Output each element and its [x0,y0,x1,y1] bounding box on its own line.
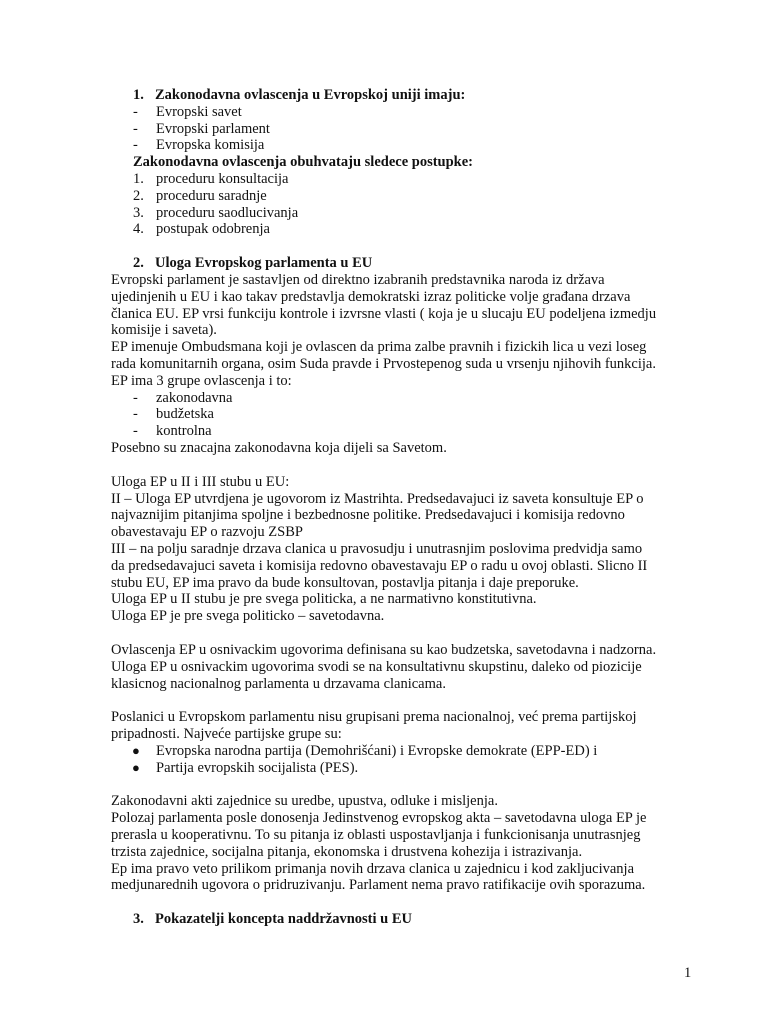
paragraph-line: Posebno su znacajna zakonodavna koja dijeli sa Savetom. [111,439,447,456]
spacer [111,776,711,793]
list-item [111,423,711,440]
bullet-text: Partija evropskih socijalista (PES). [156,759,359,776]
paragraph-line: Ep ima pravo veto prilikom primanja novih drzava clanica u zajednicu i kod zakljucivanja [111,860,635,877]
paragraph-line: Uloga EP je pre svega politicko – savetodavna. [111,608,385,625]
item-text: proceduru konsultacija [156,170,289,187]
section-number: 1. [133,87,144,103]
paragraph-line: Evropski parlament je sastavljen od direktno izabranih predstavnika naroda iz država [111,271,605,288]
list-item-text: zakonodavna [156,389,233,406]
paragraph-line: pripadnosti. Najveće partijske grupe su: [111,726,342,743]
bullet-item [111,760,711,777]
list-item-text: budžetska [156,406,214,423]
dash-marker: - [133,103,138,120]
page-content [111,87,711,928]
spacer [111,894,711,911]
list-item-text: kontrolna [156,423,212,440]
paragraph-line: trzista zajednice, socijalna pitanja, ekonomska i drustvena kohezija i istrazivanja. [111,843,583,860]
sub-heading: Zakonodavna ovlascenja obuhvataju sledece postupke: [133,154,473,171]
paragraph-line: ujedinjenih u EU i kao takav predstavlja demokratski izraz politicke volje građana drzava [111,288,631,305]
dash-marker: - [133,423,138,440]
list-item [111,137,711,154]
paragraph-line: da predsedavajuci saveta i komisija redovno obavestavaju EP o radu u ovoj oblasti. Slicno II [111,557,648,574]
dash-marker: - [133,137,138,154]
section-number: 2. [133,255,144,272]
dash-marker: - [133,406,138,423]
section-number: 3. [133,911,144,928]
item-number: 4. [133,221,144,238]
page-number: 1 [684,965,692,981]
item-number: 2. [133,187,144,204]
list-item [111,390,711,407]
numbered-item [111,205,711,222]
paragraph-line: prerasla u kooperativnu. To su pitanja iz oblasti uspostavljanja i funkcionisanja unutrasnjeg [111,827,641,844]
section-title: Uloga Evropskog parlamenta u EU [155,255,373,272]
dash-marker: - [133,389,138,406]
paragraph-line: II – Uloga EP utvrdjena je ugovorom iz Mastrihta. Predsedavajuci iz saveta konsultuje EP o [111,490,644,507]
paragraph-line: klasicnog nacionalnog parlamenta u drzavama clanicama. [111,675,446,692]
paragraph-line: članica EU. EP vrsi funkciju kontrole i izvrsne vlasti ( koja je u slucaju EU podeljena izmedju [111,305,657,322]
list-item-text: Evropska komisija [156,137,265,154]
numbered-item [111,188,711,205]
paragraph-line: obavestavaju EP o razvoju ZSBP [111,524,303,541]
list-item-text: Evropski savet [156,103,242,120]
numbered-item [111,171,711,188]
section-2-heading [111,255,711,272]
bullet-item [111,743,711,760]
spacer [111,457,711,474]
paragraph-line: Polozaj parlamenta posle donosenja Jedinstvenog evropskog akta – savetodavna uloga EP je [111,810,647,827]
section-1-heading [111,87,711,104]
item-number: 1. [133,170,144,187]
item-text: proceduru saradnje [156,187,267,204]
spacer [111,692,711,709]
paragraph-line: EP ima 3 grupe ovlascenja i to: [111,372,292,389]
paragraph-line: Uloga EP u II stubu je pre svega politicka, a ne narmativno konstitutivna. [111,591,537,608]
section-3-heading [111,911,711,928]
spacer [111,238,711,255]
item-text: proceduru saodlucivanja [156,204,299,221]
paragraph-line: Uloga EP u II i III stubu u EU: [111,473,290,490]
bullet-text: Evropska narodna partija (Demohrišćani) i Evropske demokrate (EPP-ED) i [156,742,598,759]
paragraph-line: stubu EU, EP ima pravo da bude konsultovan, postavlja pitanja i daje preporuke. [111,574,579,591]
item-number: 3. [133,204,144,221]
item-text: postupak odobrenja [156,221,270,238]
paragraph-line: EP imenuje Ombudsmana koji je ovlascen da prima zalbe pravnih i fizickih lica u vezi loseg [111,339,647,356]
paragraph-line: Poslanici u Evropskom parlamentu nisu grupisani prema nacionalnoj, već prema partijskoj [111,709,637,726]
dash-marker: - [133,120,138,137]
bullet-icon: ● [132,742,140,758]
list-item [111,121,711,138]
list-item [111,406,711,423]
paragraph-line: rada komunitarnih organa, osim Suda pravde i Prvostepenog suda u vrsenju njihovih funkcija. [111,355,656,372]
paragraph-line: Ovlascenja EP u osnivackim ugovorima definisana su kao budzetska, savetodavna i nadzorna. [111,641,657,658]
list-item [111,104,711,121]
spacer [111,625,711,642]
numbered-item [111,221,711,238]
paragraph-line: medjunarednih ugovora o pridruzivanju. Parlament nema pravo ratifikacije ovih sporazuma. [111,877,646,894]
paragraph-line: komisije i saveta). [111,322,217,339]
paragraph-line: III – na polju saradnje drzava clanica u pravosudju i unutrasnjim poslovima predvidja samo [111,540,643,557]
section-title: Zakonodavna ovlascenja u Evropskoj uniji imaju: [155,87,466,103]
bullet-icon: ● [132,759,140,775]
list-item-text: Evropski parlament [156,120,270,137]
paragraph-line: najvaznijim pitanjima spoljne i bezbednosne politike. Predsedavajuci i komisija redovno [111,507,625,524]
section-title: Pokazatelji koncepta naddržavnosti u EU [155,911,412,928]
paragraph-line: Zakonodavni akti zajednice su uredbe, upustva, odluke i misljenja. [111,793,498,810]
paragraph-line: Uloga EP u osnivackim ugovorima svodi se na konsultativnu skupstinu, daleko od piozicije [111,658,642,675]
